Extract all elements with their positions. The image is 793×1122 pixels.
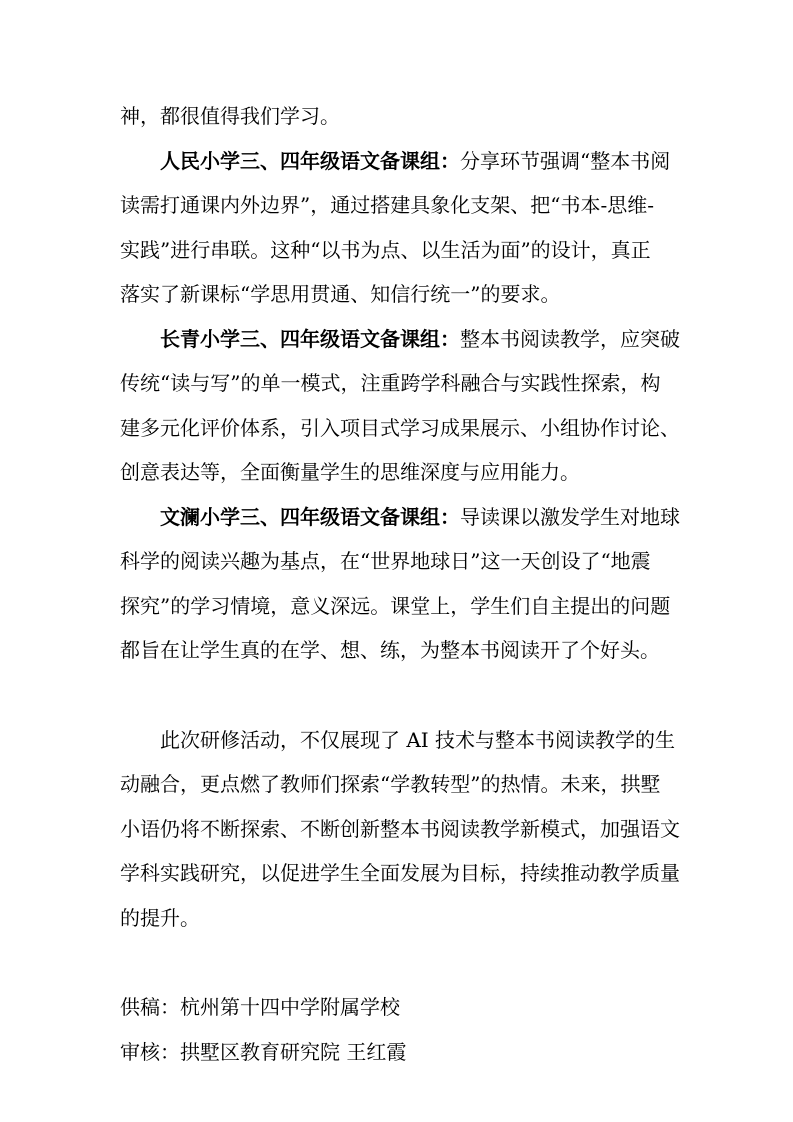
conclusion-line-3: 小语仍将不断探索、不断创新整本书阅读教学新模式，加强语文 [120, 817, 680, 841]
wenlan-group-label: 文澜小学三、四年级语文备课组： [160, 505, 460, 529]
wenlan-paragraph-line-2: 科学的阅读兴趣为基点，在“世界地球日”这一天创设了“地震 [120, 549, 651, 573]
conclusion-line-5: 的提升。 [120, 906, 200, 930]
conclusion-line-2: 动融合，更点燃了教师们探索“学教转型”的热情。未来，拱墅 [120, 772, 661, 796]
wenlan-text-1: 导读课以激发学生对地球 [460, 505, 680, 529]
changqing-paragraph-line-2: 传统“读与写”的单一模式，注重跨学科融合与实践性探索，构 [120, 371, 661, 395]
intro-tail-line: 神，都很值得我们学习。 [120, 104, 340, 128]
renmin-text-1: 分享环节强调“整本书阅 [460, 149, 671, 173]
changqing-paragraph-line-4: 创意表达等，全面衡量学生的思维深度与应用能力。 [120, 460, 580, 484]
conclusion-line-1: 此次研修活动，不仅展现了 AI 技术与整本书阅读教学的生 [160, 728, 676, 752]
renmin-paragraph-line-1 [160, 148, 670, 174]
renmin-paragraph-line-3: 实践”进行串联。这种“以书为点、以生活为面”的设计，真正 [120, 238, 651, 262]
renmin-paragraph-line-4: 落实了新课标“学思用贯通、知信行统一”的要求。 [120, 282, 561, 306]
changqing-text-1: 整本书阅读教学，应突破 [460, 327, 680, 351]
changqing-paragraph-line-1 [160, 326, 680, 352]
conclusion-line-4: 学科实践研究，以促进学生全面发展为目标，持续推动教学质量 [120, 861, 680, 885]
renmin-paragraph-line-2: 读需打通课内外边界”，通过搭建具象化支架、把“书本-思维- [120, 193, 654, 217]
renmin-group-label: 人民小学三、四年级语文备课组： [160, 149, 460, 173]
contributor-credit: 供稿：杭州第十四中学附属学校 [120, 995, 400, 1019]
changqing-group-label: 长青小学三、四年级语文备课组： [160, 327, 460, 351]
reviewer-credit: 审核：拱墅区教育研究院 王红霞 [120, 1040, 407, 1064]
wenlan-paragraph-line-3: 探究”的学习情境，意义深远。课堂上，学生们自主提出的问题 [120, 594, 671, 618]
changqing-paragraph-line-3: 建多元化评价体系，引入项目式学习成果展示、小组协作讨论、 [120, 416, 680, 440]
wenlan-paragraph-line-4: 都旨在让学生真的在学、想、练，为整本书阅读开了个好头。 [120, 638, 660, 662]
wenlan-paragraph-line-1 [160, 504, 680, 530]
